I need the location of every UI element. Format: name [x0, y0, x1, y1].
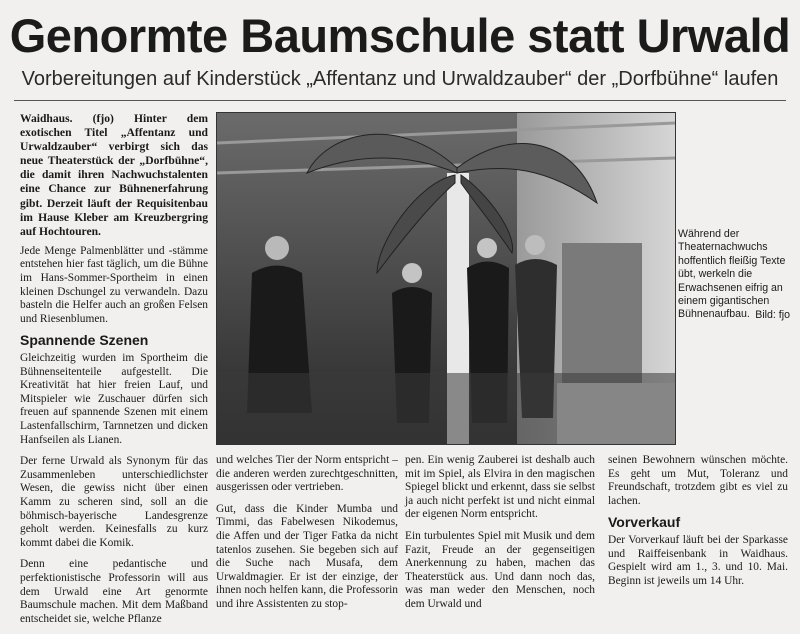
- paragraph: und welches Tier der Norm entspricht – die anderen werden zurechtgeschnitten, ausgerissen oder vertrieben.: [216, 454, 398, 494]
- section-heading-spannende-szenen: Spannende Szenen: [20, 332, 149, 349]
- paragraph: Gut, dass die Kinder Mumba und Timmi, das Fabelwesen Nikodemus, die Affen und der Tiger Fatka da nicht tatenlos zusehen. Sie begeben sich auf die Suche nach Musafa, dem Urwaldmagier. Er ist der einzige, der ihnen noch helfen kann, die Professorin und ihre Assistenten zu stop-: [216, 502, 398, 610]
- top-rule: [14, 100, 786, 101]
- column-2: [216, 454, 398, 620]
- column-3: [405, 454, 595, 620]
- photo-stage-workshop: [217, 113, 675, 444]
- paragraph: Der Vorverkauf läuft bei der Sparkasse und Raiffeisenbank in Waidhaus. Gespielt wird am 1., 3. und 10. Mai. Beginn ist jeweils um 14 Uhr.: [608, 533, 788, 587]
- lead-paragraph: Waidhaus. (fjo) Hinter dem exotischen Titel „Affentanz und Urwaldzauber“ verbirgt sich das neue Theaterstück der „Dorfbühne“, die damit ihren Nachwuchstalenten eine Chance zur Bühnenerfahrung gibt. Derzeit läuft der Requisitenbau im Hause Kleber am Kreuzbergring auf Hochtouren.: [20, 112, 208, 238]
- paragraph: Gleichzeitig wurden im Sportheim die Bühnenseitenteile aufgestellt. Die Kreativität hat hier freien Lauf, und Mitspieler wie Zuschauer dürfen sich freuen auf spannende Szenen mit einem Lastenfallschirm, Tarnnetzen und dicken Hanfseilen als Lianen.: [20, 352, 208, 446]
- paragraph: Denn eine pedantische und perfektionistische Professorin will aus dem Urwald eine Art genormte Baumschule machen. Mit dem Maßband entscheidet sie, welche Pflanze: [20, 558, 208, 625]
- photo-caption: Während der Theaternachwuchs hoffentlich fleißig Texte übt, werkeln die Erwachsenen eifrig an einem gigantischen Bühnenaufbau.: [678, 228, 786, 321]
- column-4: [608, 454, 788, 596]
- paragraph: seinen Bewohnern wünschen möchte. Es geht um Mut, Toleranz und Freundschaft, trotzdem gibt es viel zu lachen.: [608, 454, 788, 507]
- section-heading-vorverkauf: Vorverkauf: [608, 514, 681, 531]
- subheadline: Vorbereitungen auf Kinderstück „Affentanz und Urwaldzauber“ der „Dorfbühne“ laufen: [21, 68, 779, 90]
- paragraph: Ein turbulentes Spiel mit Musik und dem Fazit, Freude an der gegenseitigen Anerkennung zu haben, machen das Theaterstück aus. Und dann noch das, was man weder den Menschen, noch dem Urwald und: [405, 529, 595, 610]
- paragraph: Jede Menge Palmenblätter und -stämme entstehen hier fast täglich, um die Bühne im Hans-Sommer-Sportheim in einen kleinen Dschungel zu verwandeln. Dazu basteln die Helfer auch an großen Felsen und Riesenblumen.: [20, 244, 208, 325]
- paragraph: Der ferne Urwald als Synonym für das Zusammenleben unterschiedlichster Wesen, die gewiss nicht über einen Kamm zu scheren sind, soll an die böhmisch-bayerische Landesgrenze geholt werden. Keinesfalls zu kurz kommt dabei die Komik.: [20, 455, 208, 549]
- article-photo: [216, 112, 676, 445]
- headline: Genormte Baumschule statt Urwald: [9, 9, 791, 62]
- photo-credit: Bild: fjo: [755, 309, 790, 321]
- column-1: [20, 112, 208, 634]
- paragraph: pen. Ein wenig Zauberei ist deshalb auch mit im Spiel, als Elvira in den magischen Spiegel blickt und erkennt, dass sie selbst ja auch nicht perfekt ist und nicht einmal der eigenen Norm entspricht.: [405, 454, 595, 521]
